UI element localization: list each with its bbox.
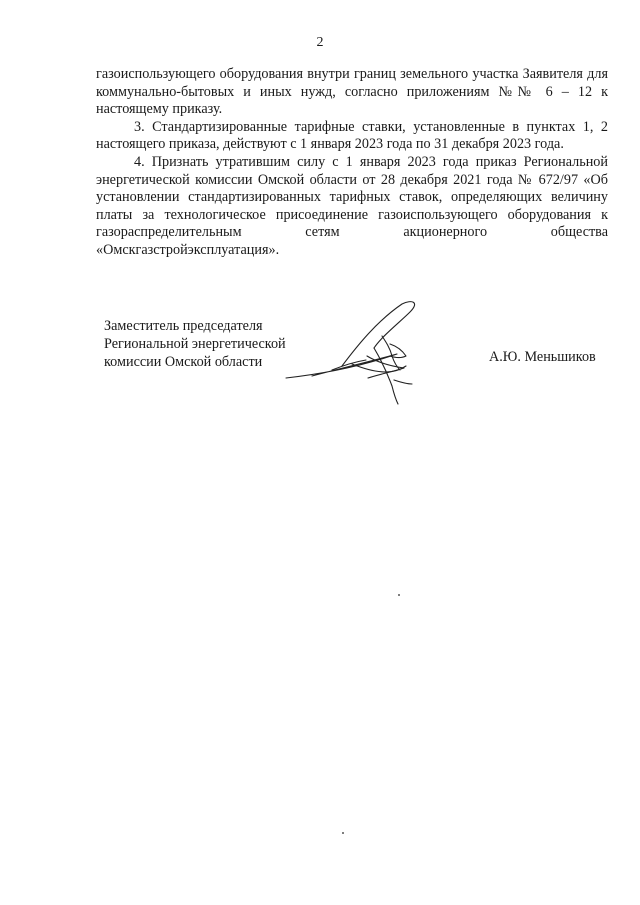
page-number: 2 (316, 35, 324, 50)
signer-position-line: Заместитель председателя (104, 318, 263, 334)
handwritten-signature-icon (282, 296, 442, 406)
signer-position-line: комиссии Омской области (104, 354, 263, 370)
signer-name: А.Ю. Меньшиков (489, 349, 596, 365)
scan-speck (342, 832, 344, 834)
signer-position (104, 317, 286, 371)
signer-position-line: Региональной энергетической (104, 336, 286, 352)
scan-speck (398, 594, 400, 596)
document-body (96, 66, 608, 260)
paragraph-4: 4. Признать утратившим силу с 1 января 2023 года приказ Региональной энергетической комиссии Омской области от 28 декабря 2021 года № 672/97 «Об установлении стандартизированных тарифных ставок, определяющих величину платы за технологическое присоединение газоиспользующего оборудования к газораспределительным сетям акционерного общества «Омскгазстройэксплуатация». (96, 153, 608, 258)
paragraph-3: 3. Стандартизированные тарифные ставки, установленные в пунктах 1, 2 настоящего приказа, действуют с 1 января 2023 года по 31 декабря 2023 года. (96, 118, 608, 153)
paragraph-continuation: газоиспользующего оборудования внутри границ земельного участка Заявителя для коммунально-бытовых и иных нужд, согласно приложениям №№ 6 – 12 к настоящему приказу. (96, 66, 608, 118)
